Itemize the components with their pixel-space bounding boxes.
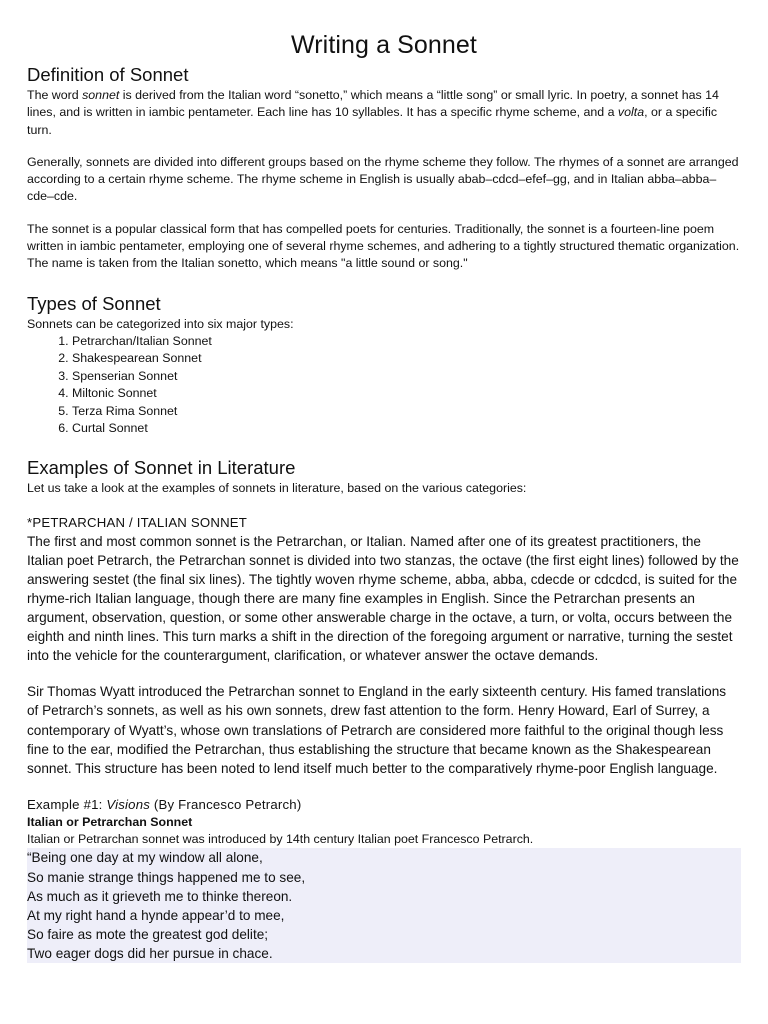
types-intro: Sonnets can be categorized into six major types:	[27, 316, 294, 331]
list-item: 6. Curtal Sonnet	[72, 420, 741, 437]
petrarchan-paragraph-1: The first and most common sonnet is the Petrarchan, or Italian. Named after one of its greatest practitioners, the Italian poet Petrarch, the Petrarchan sonnet is divided into two stanzas, the octave (the first eight lines) followed by the answering sestet (the final six lines). The tightly woven rhyme scheme, abba, abba, cdecde or cdcdcd, is suited for the rhyme-rich Italian language, though there are many fine examples in English. Since the Petrarchan presents an argument, observation, question, or some other answerable charge in the octave, a turn, or volta, occurs between the eighth and ninth lines. This turn marks a shift in the direction of the foregoing argument or narrative, turning the sestet into the vehicle for the counterargument, clarification, or whatever answer the octave demands.	[27, 533, 739, 664]
poem-line: “Being one day at my window all alone,	[27, 850, 263, 866]
example-1-note: Italian or Petrarchan sonnet was introduced by 14th century Italian poet Francesco Petrarch.	[27, 832, 534, 847]
examples-intro: Let us take a look at the examples of sonnets in literature, based on the various categories:	[27, 481, 527, 496]
list-item: 1. Petrarchan/Italian Sonnet	[72, 333, 741, 350]
page-title: Writing a Sonnet	[291, 31, 477, 59]
petrarchan-subheading: *PETRARCHAN / ITALIAN SONNET	[27, 514, 248, 530]
examples-heading: Examples of Sonnet in Literature	[27, 457, 296, 479]
definition-paragraph-3: The sonnet is a popular classical form that has compelled poets for centuries. Traditionally, the sonnet is a fourteen-line poem written in iambic pentameter, employing one of several rhyme schemes, and adhering to a tightly structured thematic organization. The name is taken from the Italian sonetto, which means "a little sound or song."	[27, 221, 740, 271]
poem-line: So faire as mote the greatest god delite;	[27, 926, 269, 942]
poem-line: So manie strange things happened me to see,	[27, 869, 306, 885]
definition-heading: Definition of Sonnet	[27, 64, 189, 85]
poem-line: As much as it grieveth me to thinke thereon.	[27, 888, 293, 904]
example-1-title: Example #1: Visions (By Francesco Petrarch)	[27, 796, 302, 812]
list-item: 4. Miltonic Sonnet	[72, 385, 741, 402]
types-list	[27, 333, 741, 437]
list-item: 2. Shakespearean Sonnet	[72, 350, 741, 367]
poem-block	[27, 848, 741, 963]
definition-paragraph-1: The word sonnet is derived from the Italian word “sonetto,” which means a “little song” or small lyric. In poetry, a sonnet has 14 lines, and is written in iambic pentameter. Each line has 10 syllables. It has a specific rhyme scheme, and a volta, or a specific turn.	[27, 88, 719, 137]
example-1-bold-label: Italian or Petrarchan Sonnet	[27, 814, 193, 829]
petrarchan-paragraph-2: Sir Thomas Wyatt introduced the Petrarchan sonnet to England in the early sixteenth century. His famed translations of Petrarch’s sonnets, as well as his own sonnets, drew fast attention to the form. Henry Howard, Earl of Surrey, a contemporary of Wyatt’s, whose own translations of Petrarch are considered more faithful to the original though less fine to the ear, modified the Petrarchan, thus establishing the structure that became known as the Shakespearean sonnet. This structure has been noted to lend itself much better to the comparatively rhyme-poor English language.	[27, 684, 727, 776]
types-heading: Types of Sonnet	[27, 292, 161, 314]
poem-line: At my right hand a hynde appear’d to mee,	[27, 907, 285, 923]
definition-paragraph-2: Generally, sonnets are divided into different groups based on the rhyme scheme they follow. The rhymes of a sonnet are arranged according to a certain rhyme scheme. The rhyme scheme in English is usually abab–cdcd–efef–gg, and in Italian abba–abba–cde–cde.	[27, 154, 739, 204]
poem-line: Two eager dogs did her pursue in chace.	[27, 945, 273, 961]
list-item: 3. Spenserian Sonnet	[72, 368, 741, 385]
list-item: 5. Terza Rima Sonnet	[72, 403, 741, 420]
document-page	[27, 30, 741, 963]
